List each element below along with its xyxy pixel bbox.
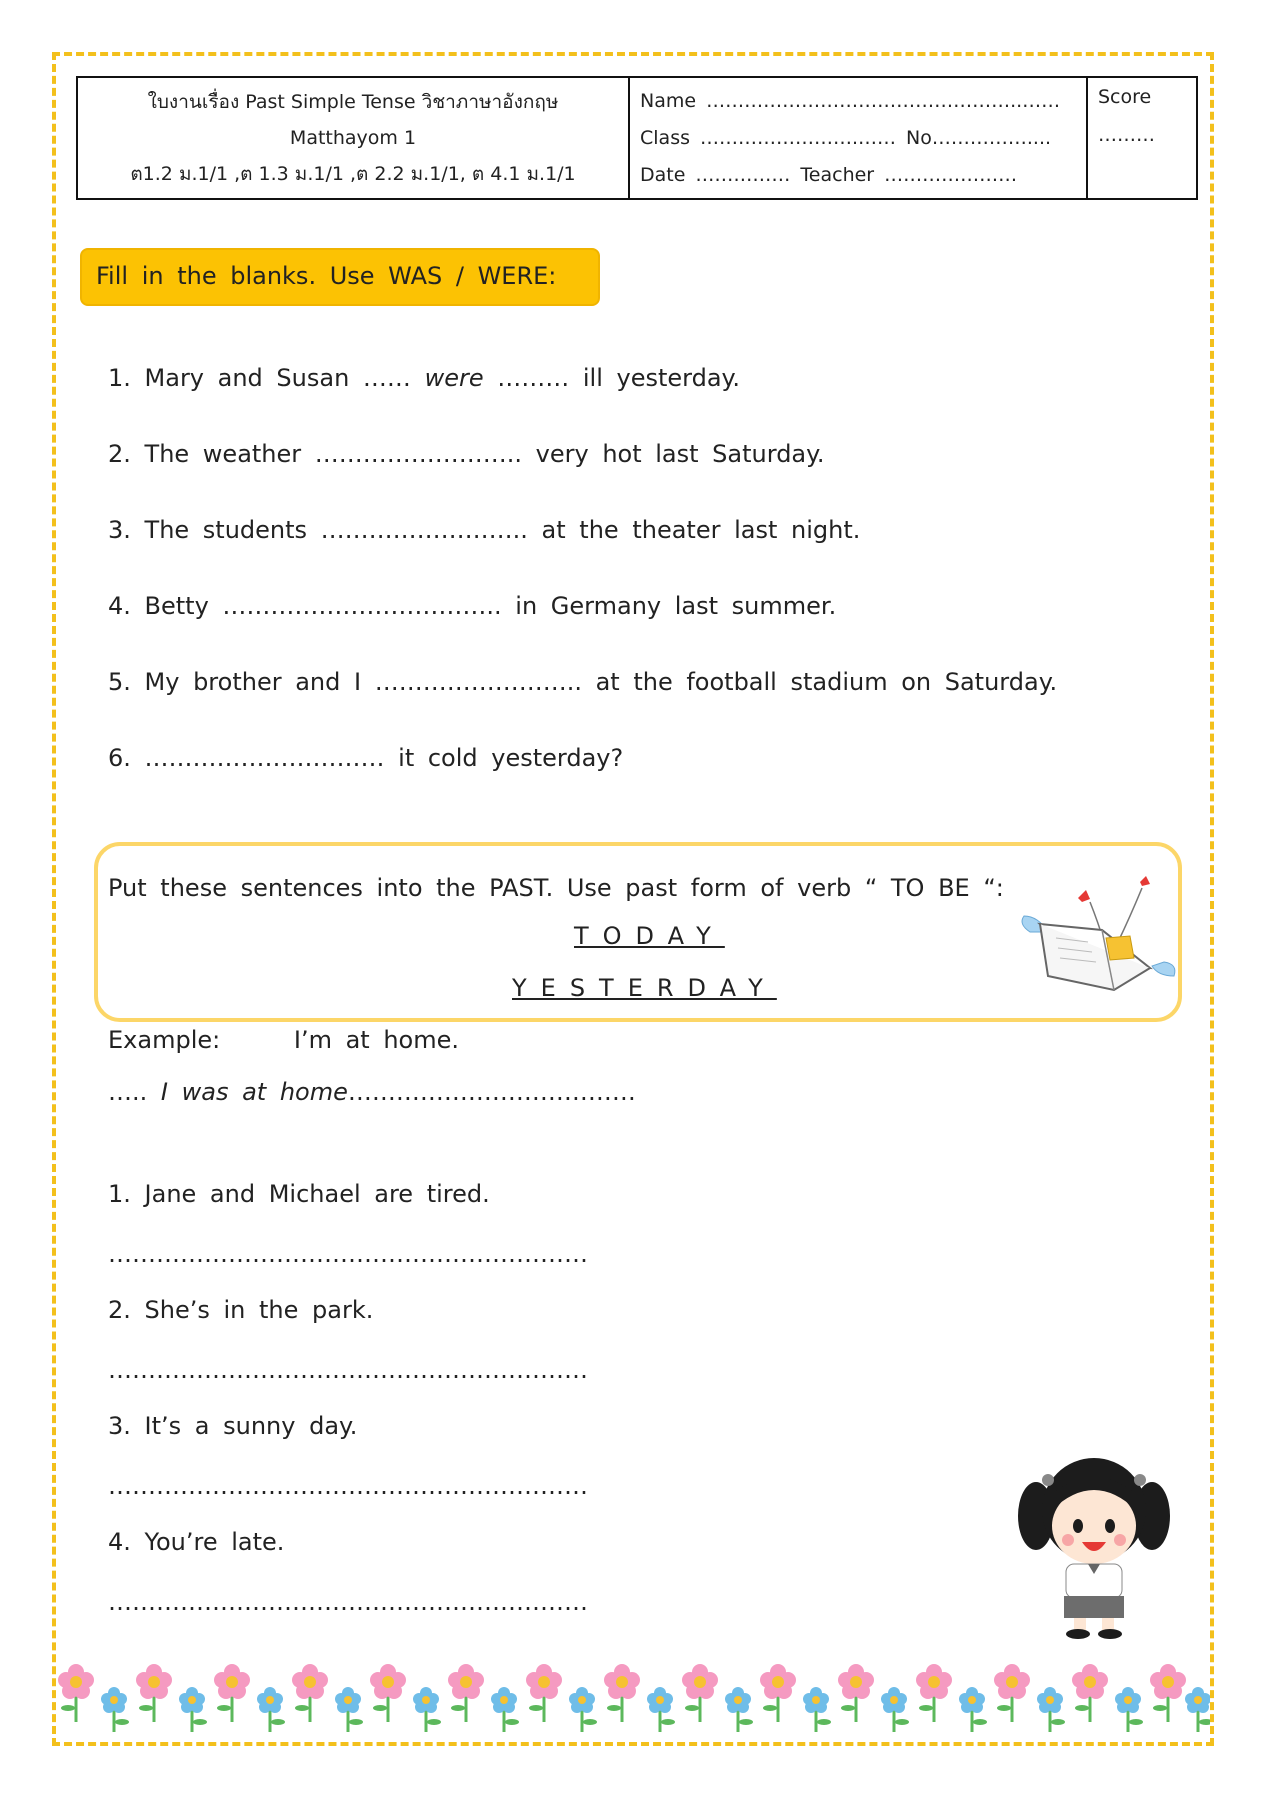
fill-question-6[interactable]: 6. ………………………… it cold yesterday? [108,744,624,772]
example-suffix: ……………………………… [347,1078,636,1106]
header-info [78,78,630,198]
q1-answer: were [424,364,484,392]
example-row [108,1026,459,1054]
answer-line-3[interactable]: …………………………………………………… [108,1472,588,1500]
name-field[interactable]: …………………………………………..…… [706,89,1061,112]
q1-prefix: 1. Mary and Susan …… [108,364,411,392]
date-label: Date [640,164,686,187]
flying-book-icon [1018,872,1178,1002]
teacher-field[interactable]: ………………… [884,164,1018,187]
fill-question-3[interactable]: 3. The students …………………….. at the theater last night. [108,516,861,544]
indicators: ต1.2 ม.1/1 ,ต 1.3 ม.1/1 ,ต 2.2 ม.1/1, ต 4.1 ม.1/1 [130,163,576,185]
class-label: Class [640,126,690,149]
student-info [630,78,1088,198]
name-label: Name [640,89,697,112]
header-table [76,76,1198,200]
teacher-label: Teacher [800,164,875,187]
example-label: Example: [108,1026,221,1054]
past-question-4: 4. You’re late. [108,1528,285,1556]
example-sentence: I’m at home. [293,1026,459,1054]
flower-border [56,1654,1210,1742]
past-question-3: 3. It’s a sunny day. [108,1412,358,1440]
worksheet-title: ใบงานเรื่อง Past Simple Tense วิชาภาษาอังกฤษ [147,91,559,113]
section2-instruction: Put these sentences into the PAST. Use past form of verb “ TO BE “: [108,874,1004,902]
example-answer-row [108,1078,636,1106]
grade-level: Matthayom 1 [289,127,417,149]
example-prefix: ….. [108,1078,148,1106]
section1-instruction: Fill in the blanks. Use WAS / WERE: [80,248,600,306]
today-label: TODAY [574,922,725,950]
fill-question-1[interactable] [108,364,740,392]
q1-suffix: ……… ill yesterday. [497,364,740,392]
past-question-2: 2. She’s in the park. [108,1296,374,1324]
date-field[interactable]: …………… [695,164,791,187]
answer-line-1[interactable]: …………………………………………………… [108,1240,588,1268]
yesterday-label: YESTERDAY [512,974,777,1002]
answer-line-2[interactable]: …………………………………………………… [108,1356,588,1384]
fill-question-2[interactable]: 2. The weather …………………….. very hot last Saturday. [108,440,825,468]
fill-question-4[interactable]: 4. Betty …………………………….. in Germany last summer. [108,592,837,620]
score-cell [1088,78,1196,198]
score-field[interactable]: ……… [1098,124,1155,146]
no-field[interactable]: No…………….... [906,126,1052,149]
answer-line-4[interactable]: …………………………………………………… [108,1588,588,1616]
score-label: Score [1098,86,1152,108]
girl-student-icon [1014,1440,1174,1640]
class-field[interactable]: …………………….…… [700,126,897,149]
example-answer: I was at home [160,1078,348,1106]
fill-question-5[interactable]: 5. My brother and I …………………….. at the football stadium on Saturday. [108,668,1058,696]
past-question-1: 1. Jane and Michael are tired. [108,1180,490,1208]
